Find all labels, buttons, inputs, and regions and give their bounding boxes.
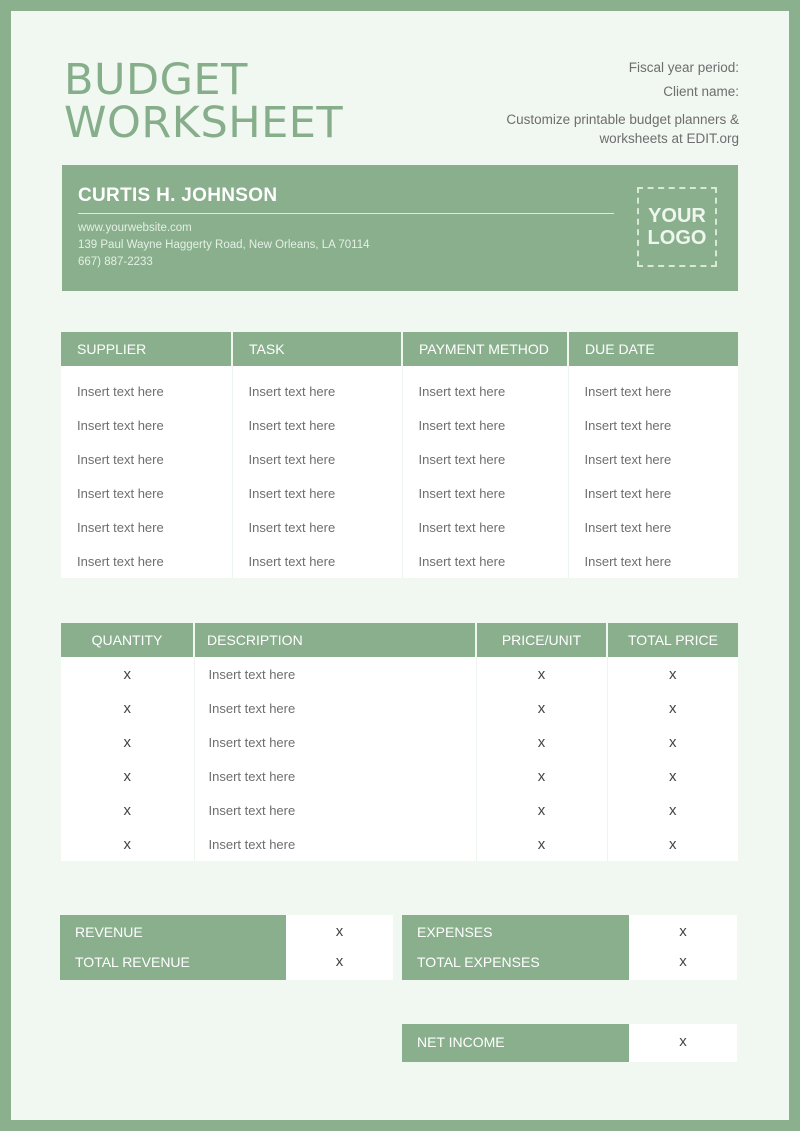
supplier-cell[interactable]: Insert text here — [61, 408, 232, 442]
total-expenses-value[interactable]: x — [679, 953, 687, 970]
header-total-price: TOTAL PRICE — [607, 623, 738, 657]
header-due-date: DUE DATE — [568, 332, 738, 366]
contact-phone: 667) 887-2233 — [78, 256, 153, 268]
supplier-cell[interactable]: Insert text here — [61, 544, 232, 578]
contact-card — [62, 165, 738, 291]
table-row — [61, 793, 738, 827]
contact-address: 139 Paul Wayne Haggerty Road, New Orleans, LA 70114 — [78, 239, 370, 251]
net-income-box — [402, 1024, 737, 1062]
header-price-unit: PRICE/UNIT — [476, 623, 607, 657]
task-cell[interactable]: Insert text here — [232, 510, 402, 544]
table-row — [61, 366, 738, 408]
promo-text — [506, 110, 739, 148]
logo-line-1: YOUR — [648, 205, 706, 227]
total-expenses-label: TOTAL EXPENSES — [417, 954, 540, 970]
promo-line-2: worksheets at EDIT.org — [599, 131, 739, 146]
price-unit-cell[interactable]: x — [476, 691, 607, 725]
table-row — [61, 408, 738, 442]
due-date-cell[interactable]: Insert text here — [568, 442, 738, 476]
quantity-cell[interactable]: x — [61, 725, 194, 759]
supplier-table-header — [61, 332, 738, 366]
payment-method-cell[interactable]: Insert text here — [402, 442, 568, 476]
client-name-label: Client name: — [663, 84, 739, 99]
revenue-box — [60, 915, 393, 980]
net-income-label-cell — [402, 1024, 629, 1062]
price-unit-cell[interactable]: x — [476, 759, 607, 793]
table-row — [61, 442, 738, 476]
page-title — [64, 55, 344, 148]
header-task: TASK — [232, 332, 402, 366]
header-payment-method: PAYMENT METHOD — [402, 332, 568, 366]
price-unit-cell[interactable]: x — [476, 793, 607, 827]
total-price-cell[interactable]: x — [607, 793, 738, 827]
price-unit-cell[interactable]: x — [476, 725, 607, 759]
supplier-cell[interactable]: Insert text here — [61, 442, 232, 476]
payment-method-cell[interactable]: Insert text here — [402, 366, 568, 408]
header-description: DESCRIPTION — [194, 623, 476, 657]
payment-method-cell[interactable]: Insert text here — [402, 476, 568, 510]
payment-method-cell[interactable]: Insert text here — [402, 544, 568, 578]
due-date-cell[interactable]: Insert text here — [568, 510, 738, 544]
net-income-label: NET INCOME — [417, 1034, 505, 1050]
revenue-values — [286, 915, 393, 980]
description-cell[interactable]: Insert text here — [194, 827, 476, 861]
total-revenue-value[interactable]: x — [335, 953, 344, 970]
expenses-label: EXPENSES — [417, 924, 493, 940]
revenue-value[interactable]: x — [335, 923, 344, 940]
description-cell[interactable]: Insert text here — [194, 657, 476, 691]
expenses-box — [402, 915, 737, 980]
quantity-cell[interactable]: x — [61, 793, 194, 827]
revenue-label: REVENUE — [75, 924, 143, 940]
price-unit-cell[interactable]: x — [476, 657, 607, 691]
contact-name: CURTIS H. JOHNSON — [78, 185, 278, 206]
net-income-value-cell — [629, 1024, 737, 1062]
task-cell[interactable]: Insert text here — [232, 544, 402, 578]
table-row — [61, 544, 738, 578]
supplier-cell[interactable]: Insert text here — [61, 476, 232, 510]
revenue-labels — [60, 915, 286, 980]
worksheet-page — [11, 11, 789, 1120]
net-income-value[interactable]: x — [679, 1033, 687, 1050]
table-row — [61, 476, 738, 510]
items-table-header — [61, 623, 738, 657]
price-unit-cell[interactable]: x — [476, 827, 607, 861]
description-cell[interactable]: Insert text here — [194, 725, 476, 759]
expenses-value[interactable]: x — [679, 923, 687, 940]
task-cell[interactable]: Insert text here — [232, 476, 402, 510]
description-cell[interactable]: Insert text here — [194, 793, 476, 827]
table-row — [61, 510, 738, 544]
payment-method-cell[interactable]: Insert text here — [402, 510, 568, 544]
total-price-cell[interactable]: x — [607, 725, 738, 759]
due-date-cell[interactable]: Insert text here — [568, 366, 738, 408]
expenses-values — [629, 915, 737, 980]
header-supplier: SUPPLIER — [61, 332, 232, 366]
task-cell[interactable]: Insert text here — [232, 366, 402, 408]
task-cell[interactable]: Insert text here — [232, 442, 402, 476]
quantity-cell[interactable]: x — [61, 691, 194, 725]
fiscal-year-label: Fiscal year period: — [628, 60, 739, 75]
total-price-cell[interactable]: x — [607, 691, 738, 725]
task-cell[interactable]: Insert text here — [232, 408, 402, 442]
supplier-table — [61, 332, 738, 578]
description-cell[interactable]: Insert text here — [194, 691, 476, 725]
quantity-cell[interactable]: x — [61, 759, 194, 793]
total-price-cell[interactable]: x — [607, 827, 738, 861]
quantity-cell[interactable]: x — [61, 657, 194, 691]
table-row — [61, 691, 738, 725]
title-line-2: WORKSHEET — [64, 98, 344, 148]
logo-placeholder — [637, 187, 717, 267]
header-quantity: QUANTITY — [61, 623, 194, 657]
contact-divider — [78, 213, 614, 214]
promo-line-1: Customize printable budget planners & — [506, 112, 739, 127]
table-row — [61, 827, 738, 861]
table-row — [61, 657, 738, 691]
logo-line-2: LOGO — [647, 227, 707, 249]
due-date-cell[interactable]: Insert text here — [568, 544, 738, 578]
due-date-cell[interactable]: Insert text here — [568, 408, 738, 442]
due-date-cell[interactable]: Insert text here — [568, 476, 738, 510]
items-table — [61, 623, 738, 861]
description-cell[interactable]: Insert text here — [194, 759, 476, 793]
total-revenue-label: TOTAL REVENUE — [75, 954, 190, 970]
supplier-cell[interactable]: Insert text here — [61, 366, 232, 408]
total-price-cell[interactable]: x — [607, 657, 738, 691]
contact-website: www.yourwebsite.com — [78, 222, 192, 234]
table-row — [61, 759, 738, 793]
expenses-labels — [402, 915, 629, 980]
table-row — [61, 725, 738, 759]
supplier-cell[interactable]: Insert text here — [61, 510, 232, 544]
total-price-cell[interactable]: x — [607, 759, 738, 793]
title-line-1: BUDGET — [64, 55, 248, 105]
payment-method-cell[interactable]: Insert text here — [402, 408, 568, 442]
quantity-cell[interactable]: x — [61, 827, 194, 861]
